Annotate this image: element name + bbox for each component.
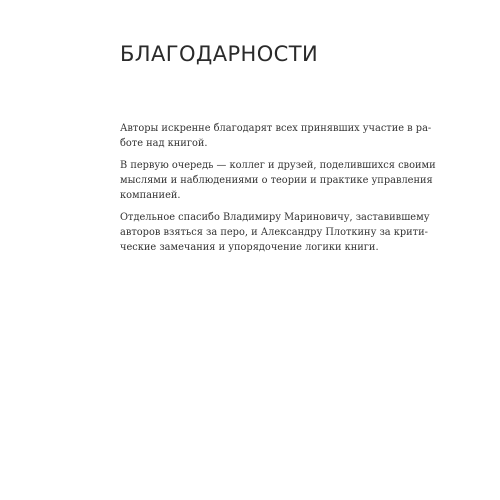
paragraph-3	[120, 210, 430, 255]
paragraph-line: авторов взяться за перо, и Александру Плоткину за крити-	[120, 227, 428, 238]
paragraph-line: боте над книгой.	[120, 138, 208, 149]
paragraph-line: мыслями и наблюдениями о теории и практике управления	[120, 175, 433, 186]
paragraph-line: Авторы искренне благодарят всех принявших участие в ра-	[120, 123, 432, 134]
paragraph-line: Отдельное спасибо Владимиру Мариновичу, заставившему	[120, 212, 430, 223]
paragraph-line: В первую очередь — коллег и друзей, поделившихся своими	[120, 160, 436, 171]
paragraph-line: ческие замечания и упорядочение логики книги.	[120, 242, 379, 253]
paragraph-line: компанией.	[120, 190, 181, 201]
paragraph-2	[120, 158, 436, 203]
paragraph-1	[120, 121, 432, 151]
acknowledgements-text	[120, 121, 436, 262]
page-heading: БЛАГОДАРНОСТИ	[120, 42, 319, 66]
